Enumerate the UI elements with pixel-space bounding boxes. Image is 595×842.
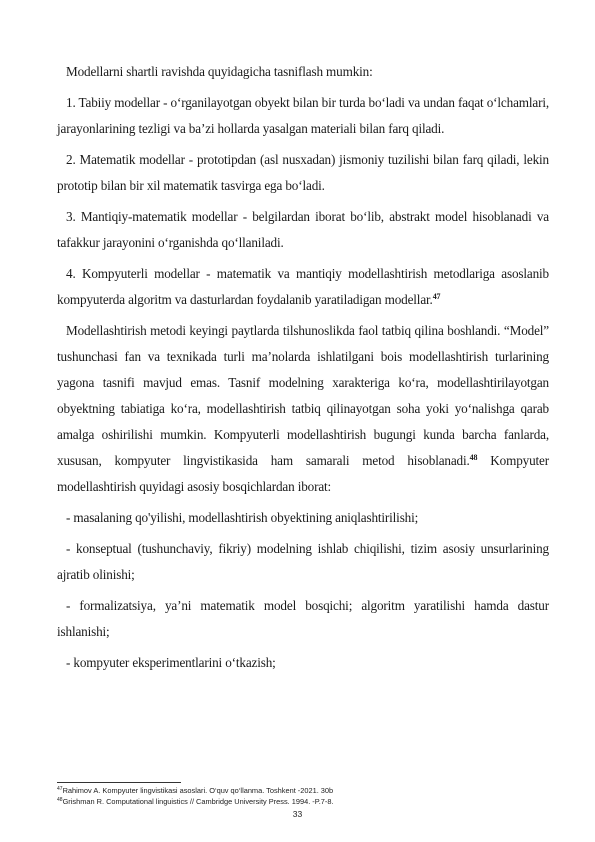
- page-number: 33: [292, 809, 303, 819]
- paragraph-text-continued: Kompyuter modellashtirish quyidagi asosiy bosqichlardan iborat:: [57, 453, 549, 494]
- list-item-formalization: [57, 593, 549, 645]
- footnote-number: 47: [57, 786, 63, 792]
- footnotes: [57, 785, 549, 807]
- paragraph-logical-models: [57, 204, 549, 256]
- paragraph-text: 1. Tabiiy modellar - o‘rganilayotgan obyekt bilan bir turda bo‘ladi va undan faqat o‘lchamlari, jarayonlarining tezligi va ba’zi hollarda yasalgan materiali bilan farq qiladi.: [57, 95, 549, 136]
- footnote-number: 48: [57, 797, 63, 803]
- paragraph-text: 3. Mantiqiy-matematik modellar - belgilardan iborat bo‘lib, abstrakt model hisoblanadi va tafakkur jarayonini o‘rganishda qo‘llaniladi.: [57, 209, 549, 250]
- footnote-ref[interactable]: 48: [469, 453, 478, 462]
- list-item-text: - konseptual (tushunchaviy, fikriy) modelning ishlab chiqilishi, tizim asosiy unsurlarining ajratib olinishi;: [57, 541, 549, 582]
- paragraph-mathematical-models: [57, 147, 549, 199]
- list-item-conceptual-model: [57, 536, 549, 588]
- paragraph-text: Modellarni shartli ravishda quyidagicha tasniflash mumkin:: [66, 64, 373, 79]
- footnote-text: Grishman R. Computational linguistics // Cambridge University Press. 1994. -P.7-8.: [62, 797, 334, 806]
- list-item-text: - formalizatsiya, ya’ni matematik model bosqichi; algoritm yaratilishi hamda dastur ishlanishi;: [57, 598, 549, 639]
- paragraph-text: 4. Kompyuterli modellar - matematik va mantiqiy modellashtirish metodlariga asoslanib kompyuterda algoritm va dasturlardan foydalanib yaratiladigan modellar.: [57, 266, 549, 307]
- paragraph-natural-models: [57, 90, 549, 142]
- list-item-text: - masalaning qo'yilishi, modellashtirish obyektining aniqlashtirilishi;: [66, 510, 419, 525]
- list-item-experiments: [57, 650, 549, 676]
- body-text: [57, 59, 549, 681]
- list-item-text: - kompyuter eksperimentlarini o‘tkazish;: [66, 655, 276, 670]
- footnote-48: [57, 796, 549, 807]
- footnote-47: [57, 785, 549, 796]
- footnote-separator: [57, 782, 181, 783]
- footnote-ref[interactable]: 47: [432, 292, 441, 301]
- paragraph-modelling-method: [57, 318, 549, 500]
- paragraph-intro: [57, 59, 549, 85]
- paragraph-text: Modellashtirish metodi keyingi paytlarda tilshunoslikda faol tatbiq qilina boshlandi. “Model” tushunchasi fan va texnikada turli ma’nolarda ishlatilgani bois modellashtirish turlarining yagona tasnifi mavjud emas. Tasnif modelning xarakteriga ko‘ra, modellashtirilayotgan obyektning tabiatiga ko‘ra, modellashtirish tatbiq qilinayotgan soha yoki yo‘nalishga qarab amalga oshirilishi mumkin. Kompyuterli modellashtirish bugungi kunda barcha fanlarda, xususan, kompyuter lingvistikasida ham samarali metod hisoblanadi.: [57, 323, 549, 468]
- footnote-text: Rahimov A. Kompyuter lingvistikasi asoslari. O‘quv qo‘llanma. Toshkent -2021. 30b: [62, 786, 334, 795]
- paragraph-text: 2. Matematik modellar - prototipdan (asl nusxadan) jismoniy tuzilishi bilan farq qiladi, lekin prototip bilan bir xil matematik tasvirga ega bo‘ladi.: [57, 152, 549, 193]
- list-item-problem-statement: [57, 505, 549, 531]
- paragraph-computer-models: [57, 261, 549, 313]
